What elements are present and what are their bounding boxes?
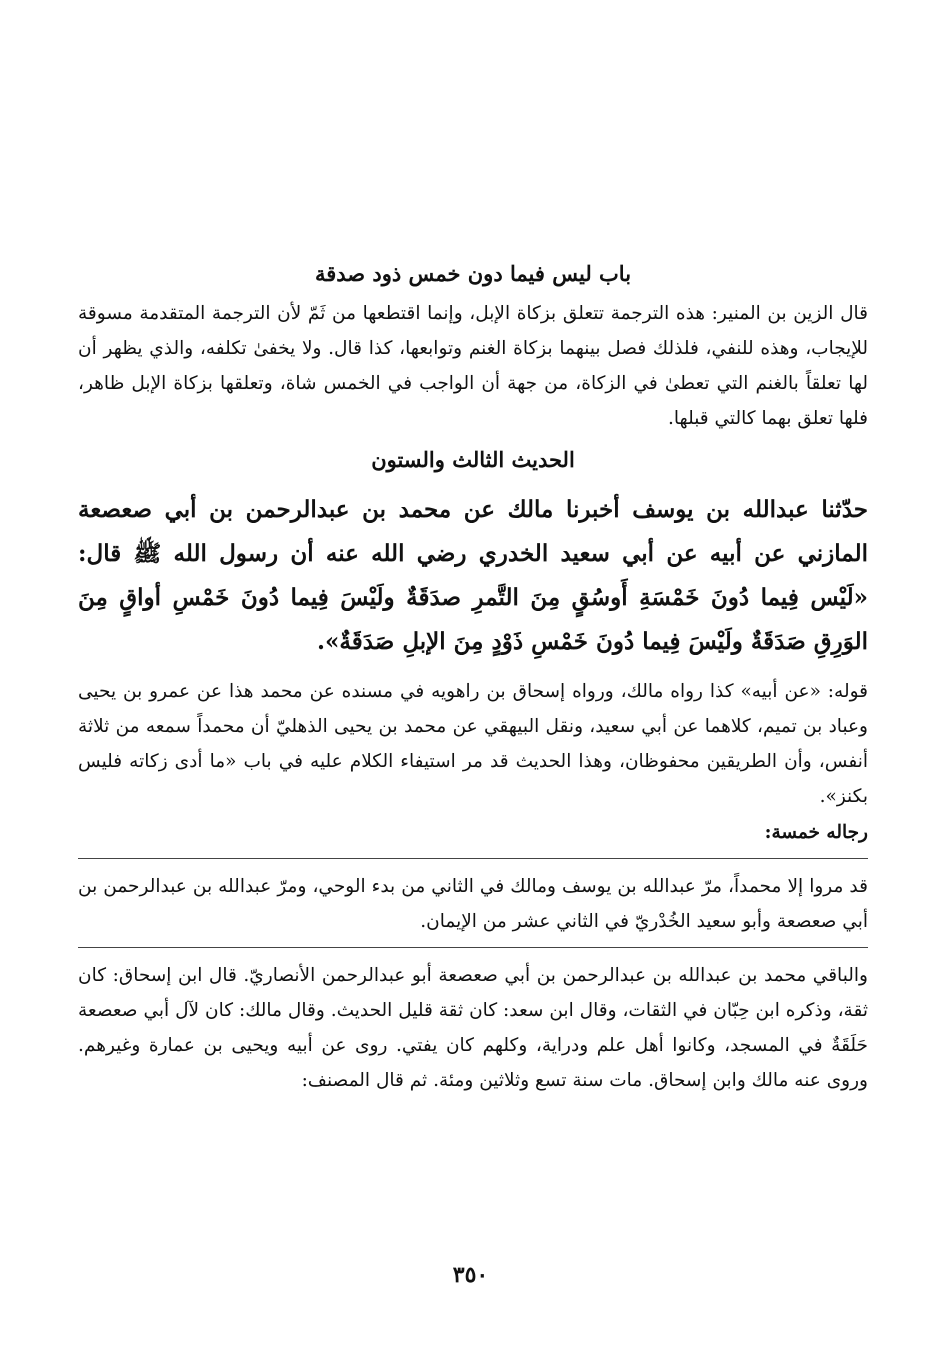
chapter-title: باب ليس فيما دون خمس ذود صدقة xyxy=(314,261,632,286)
hadith-text: حدّثنا عبدالله بن يوسف أخبرنا مالك عن محمد بن عبدالرحمن بن أبي صعصعة المازني عن أبيه عن أبي سعيد الخدري رضي الله عنه أن رسول الله ﷺ قال: «لَيْس فِيما دُونَ خَمْسَةِ أَوسُقٍ مِنَ التَّمرِ صدَقَةٌ ولَيْسَ فِيما دُونَ خَمْسِ أواقٍ مِنَ الوَرِقِ صَدَقَةٌ ولَيْسَ فِيما دُونَ خَمْسِ ذَوْدٍ مِنَ الإبلِ صَدَقَةٌ». xyxy=(78,496,868,655)
page-number: ٣٥٠ xyxy=(452,1262,489,1288)
hadith-number-title: الحديث الثالث والستون xyxy=(371,447,575,472)
section-divider xyxy=(78,858,868,859)
page-body xyxy=(78,250,868,1098)
narrators-paragraph-1: قد مروا إلا محمداً، مرّ عبدالله بن يوسف ومالك في الثاني من بدء الوحي، ومرّ عبدالله بن عبدالرحمن بن أبي صعصعة وأبو سعيد الخُدْريّ في الثاني عشر من الإيمان. xyxy=(78,876,868,932)
narrators-paragraph-2: والباقي محمد بن عبدالله بن عبدالرحمن بن أبي صعصعة أبو عبدالرحمن الأنصاريّ. قال ابن إسحاق: كان ثقة، وذكره ابن حِبّان في الثقات، وقال ابن سعد: كان ثقة قليل الحديث. وقال مالك: كان لآل أبي صعصعة حَلَقَةٌ في المسجد، وكانوا أهل علم ودراية، وكلهم كان يفتي. روى عن أبيه ويحيى بن عمارة وغيرهم. وروى عنه مالك وابن إسحاق. مات سنة تسع وثلاثين ومئة. ثم قال المصنف: xyxy=(78,965,868,1091)
narrators-label: رجاله خمسة: xyxy=(764,822,868,843)
section-divider-2 xyxy=(78,947,868,948)
commentary-paragraph: قوله: «عن أبيه» كذا رواه مالك، ورواه إسحاق بن راهويه في مسنده عن محمد هذا عن عمرو بن يحيى وعباد بن تميم، كلاهما عن أبي سعيد، ونقل البيهقي عن محمد بن يحيى الذهليّ أن محمداً سمعه من ثلاثة أنفس، وأن الطريقين محفوظان، وهذا الحديث قد مر استيفاء الكلام عليه في باب «ما أدى زكاته فليس بكنز». xyxy=(78,681,868,807)
intro-paragraph: قال الزين بن المنير: هذه الترجمة تتعلق بزكاة الإبل، وإنما اقتطعها من ثَمّ لأن الترجمة المتقدمة مسوقة للإيجاب، وهذه للنفي، فلذلك فصل بينهما بزكاة الغنم وتوابعها، كذا قال. ولا يخفىٰ تكلفه، والذي يظهر أن لها تعلقاً بالغنم التي تعطىٰ في الزكاة، من جهة أن الواجب في الخمس شاة، وتعلقها بزكاة الإبل ظاهر، فلها تعلق بهما كالتي قبلها. xyxy=(78,303,868,429)
